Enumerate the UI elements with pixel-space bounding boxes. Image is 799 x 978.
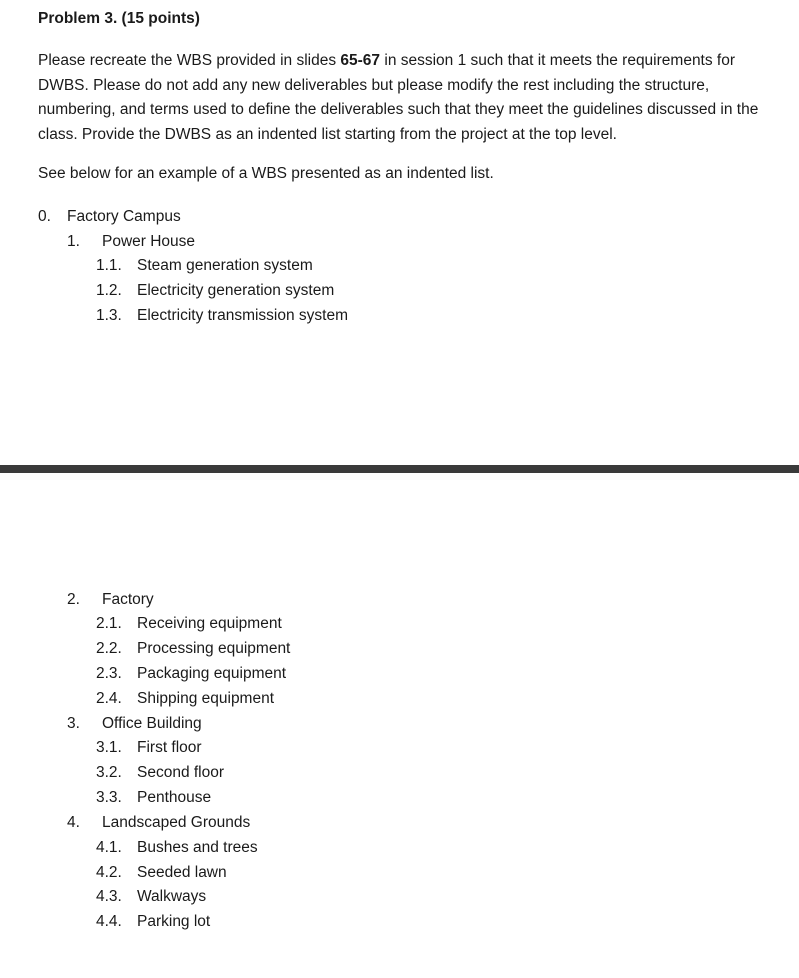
example-intro: See below for an example of a WBS presented as an indented list.	[38, 165, 494, 182]
instructions-text-start: Please recreate the WBS provided in slides	[38, 52, 341, 69]
page-break-divider	[0, 465, 799, 473]
wbs-label: Electricity generation system	[137, 282, 335, 299]
problem-title: Problem 3. (15 points)	[38, 10, 200, 27]
wbs-label: Landscaped Grounds	[102, 814, 251, 831]
wbs-label: Walkways	[137, 888, 207, 905]
wbs-number: 0.	[38, 208, 51, 225]
wbs-number: 1.	[67, 233, 80, 250]
wbs-number: 2.	[67, 591, 80, 608]
wbs-label: Second floor	[137, 764, 225, 781]
wbs-label: Processing equipment	[137, 640, 291, 657]
document-page-2	[0, 473, 799, 978]
wbs-number: 2.3.	[96, 665, 122, 682]
wbs-label: Power House	[102, 233, 196, 250]
wbs-label: Shipping equipment	[137, 690, 275, 707]
wbs-label: Penthouse	[137, 789, 212, 806]
wbs-label: Seeded lawn	[137, 864, 227, 881]
wbs-number: 2.2.	[96, 640, 122, 657]
wbs-number: 3.	[67, 715, 80, 732]
wbs-label: Office Building	[102, 715, 202, 732]
wbs-label: Factory Campus	[67, 208, 181, 225]
slide-range-bold: 65-67	[340, 52, 381, 69]
wbs-label: Packaging equipment	[137, 665, 287, 682]
wbs-number: 4.4.	[96, 913, 122, 930]
wbs-label: Electricity transmission system	[137, 307, 349, 324]
problem-instructions	[38, 49, 783, 147]
wbs-label: Factory	[102, 591, 154, 608]
instructions-text-rest: in session 1 such that it meets the requirements for DWBS. Please do not add any new deliverables but please modify the rest including the structure, numbering, and terms used to define the deliverables such that they meet the guidelines discussed in the class. Provide the DWBS as an indented list starting from the project at the top level.	[38, 52, 759, 143]
wbs-number: 1.3.	[96, 307, 122, 324]
wbs-number: 4.1.	[96, 839, 122, 856]
wbs-label: First floor	[137, 739, 202, 756]
wbs-number: 3.3.	[96, 789, 122, 806]
wbs-number: 4.2.	[96, 864, 122, 881]
wbs-number: 1.2.	[96, 282, 122, 299]
wbs-number: 2.4.	[96, 690, 122, 707]
wbs-label: Bushes and trees	[137, 839, 258, 856]
wbs-number: 3.1.	[96, 739, 122, 756]
wbs-number: 4.	[67, 814, 80, 831]
document-page-1	[0, 0, 799, 465]
wbs-label: Steam generation system	[137, 257, 313, 274]
wbs-label: Parking lot	[137, 913, 211, 930]
wbs-number: 1.1.	[96, 257, 122, 274]
wbs-number: 3.2.	[96, 764, 122, 781]
wbs-number: 4.3.	[96, 888, 122, 905]
wbs-label: Receiving equipment	[137, 615, 282, 632]
wbs-number: 2.1.	[96, 615, 122, 632]
